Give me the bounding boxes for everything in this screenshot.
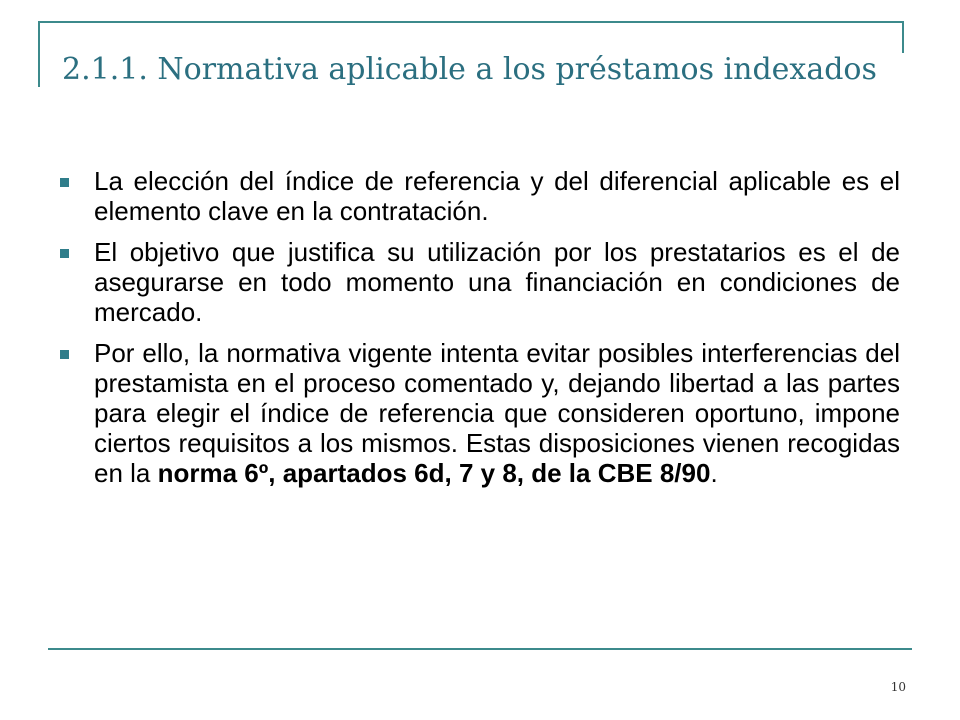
bullet-text: El objetivo que justifica su utilización por los prestatarios es el de asegurarse en todo momento una financiación en condiciones de mercado.	[94, 237, 900, 327]
page-number: 10	[890, 680, 906, 694]
square-bullet-icon	[60, 178, 69, 187]
frame-line-top	[40, 21, 904, 23]
slide-title: 2.1.1. Normativa aplicable a los préstamos indexados	[62, 52, 877, 87]
bullet-text-end: .	[710, 458, 718, 488]
frame-line-right	[902, 21, 904, 53]
bullet-item-3	[58, 338, 900, 488]
frame-line-bottom	[48, 648, 912, 650]
bullet-list	[58, 166, 900, 499]
square-bullet-icon	[60, 350, 69, 359]
bullet-text: Por ello, la normativa vigente intenta evitar posibles interferencias del prestamista en el proceso comentado y, dejando libertad a las partes para elegir el índice de referencia que consideren oportuno, impone ciertos requisitos a los mismos. Estas disposiciones vienen recogidas en la	[94, 338, 900, 488]
bullet-text-bold: norma 6º, apartados 6d, 7 y 8, de la CBE 8/90	[157, 458, 711, 488]
square-bullet-icon	[60, 249, 69, 258]
frame-line-left	[38, 21, 40, 87]
bullet-item-1	[58, 166, 900, 226]
bullet-text: La elección del índice de referencia y del diferencial aplicable es el elemento clave en la contratación.	[94, 166, 900, 226]
bullet-item-2	[58, 237, 900, 327]
